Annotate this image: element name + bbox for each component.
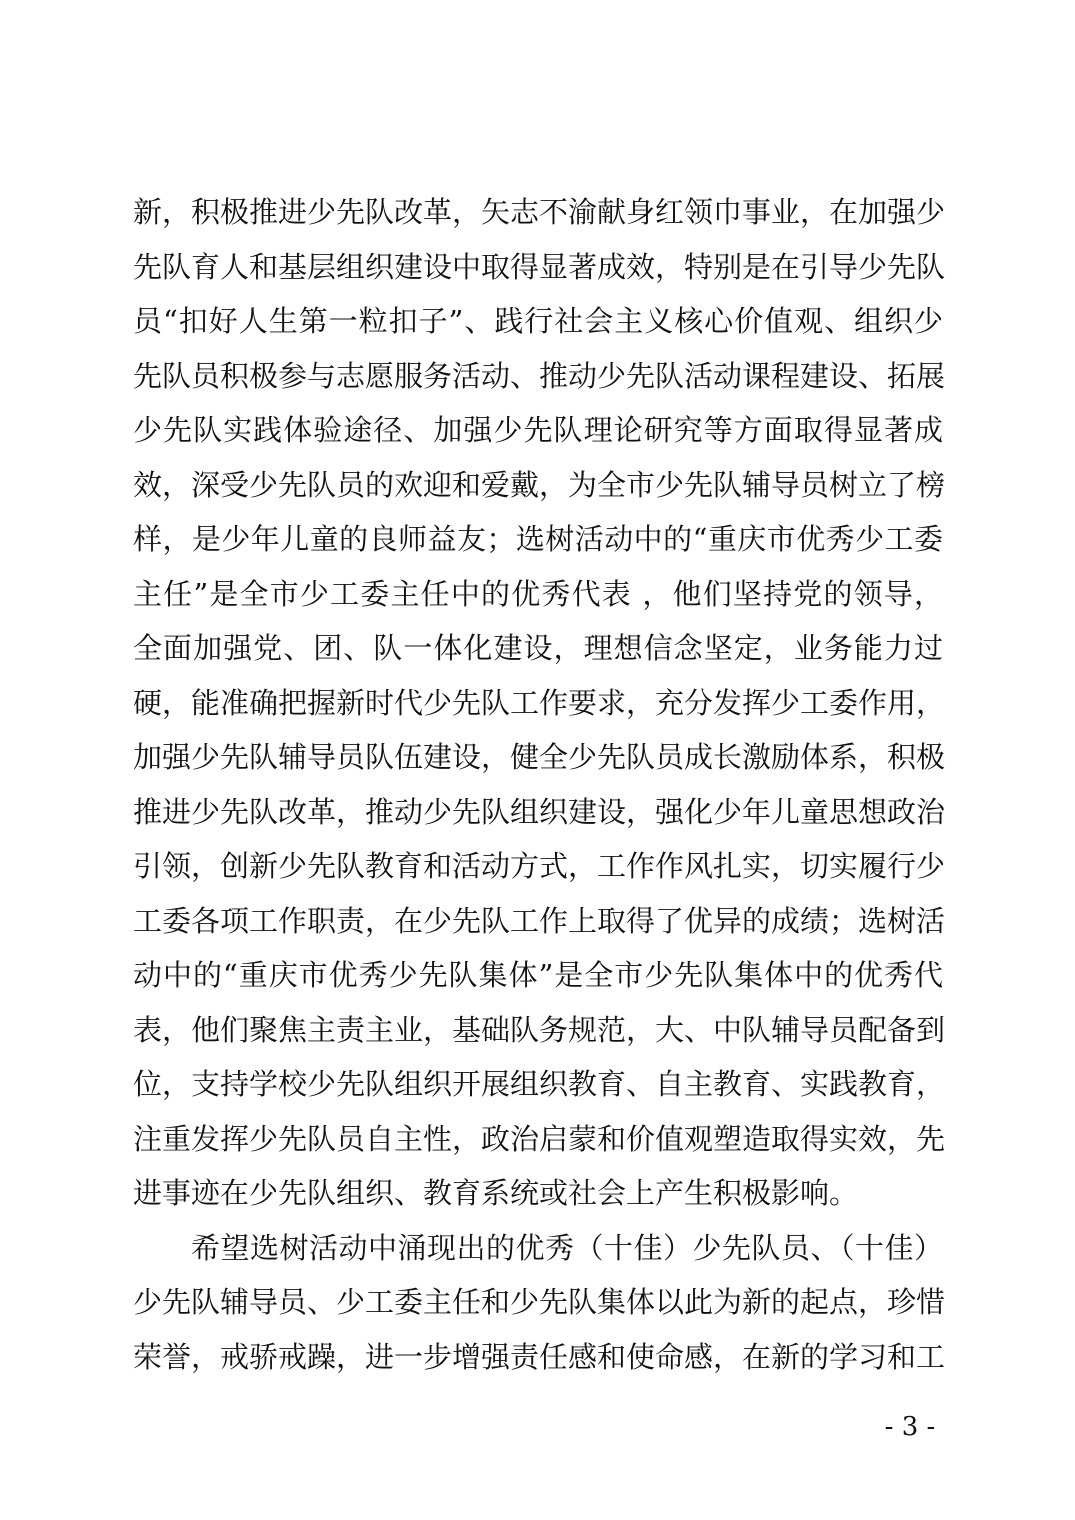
- paragraph-start-line: 希望选树活动中涌现出的优秀（十佳）少先队员、（十佳）: [191, 1230, 943, 1265]
- paragraph-end-line: 进事迹在少先队组织、教育系统或社会上产生积极影响。: [133, 1176, 859, 1210]
- text-line: 表，他们聚焦主责主业，基础队务规范，大、中队辅导员配备到: [133, 1012, 946, 1047]
- text-line: 荣誉，戒骄戒躁，进一步增强责任感和使命感，在新的学习和工: [133, 1339, 946, 1374]
- text-line: 新，积极推进少先队改革，矢志不渝献身红领巾事业，在加强少: [133, 195, 946, 229]
- text-line: 先队员积极参与志愿服务活动、推动少先队活动课程建设、拓展: [133, 358, 946, 393]
- text-line: 主任”是全市少工委主任中的优秀代表 ，他们坚持党的领导，: [133, 576, 943, 611]
- text-line: 注重发挥少先队员自主性，政治启蒙和价值观塑造取得实效，先: [133, 1121, 946, 1156]
- page-number: - 3 -: [884, 1412, 936, 1442]
- text-line: 动中的“重庆市优秀少先队集体”是全市少先队集体中的优秀代: [133, 958, 943, 992]
- body-text: [133, 185, 946, 1384]
- text-line: 员“扣好人生第一粒扣子”、践行社会主义核心价值观、组织少: [133, 304, 943, 338]
- text-line: 引领，创新少先队教育和活动方式，工作作风扎实，切实履行少: [133, 849, 946, 883]
- text-line: 效，深受少先队员的欢迎和爱戴，为全市少先队辅导员树立了榜: [133, 467, 946, 502]
- text-line: 样，是少年儿童的良师益友；选树活动中的“重庆市优秀少工委: [133, 522, 943, 556]
- text-line: 硬，能准确把握新时代少先队工作要求，充分发挥少工委作用，: [133, 685, 946, 720]
- text-line: 工委各项工作职责，在少先队工作上取得了优异的成绩；选树活: [133, 903, 946, 938]
- text-line: 先队育人和基层组织建设中取得显著成效，特别是在引导少先队: [133, 249, 946, 284]
- text-line: 加强少先队辅导员队伍建设，健全少先队员成长激励体系，积极: [133, 740, 946, 774]
- text-line: 全面加强党、团、队一体化建设，理想信念坚定，业务能力过: [133, 631, 943, 665]
- text-line: 位，支持学校少先队组织开展组织教育、自主教育、实践教育，: [133, 1067, 946, 1101]
- text-line: 少先队辅导员、少工委主任和少先队集体以此为新的起点，珍惜: [133, 1285, 946, 1319]
- text-line: 少先队实践体验途径、加强少先队理论研究等方面取得显著成: [133, 413, 943, 447]
- text-line: 推进少先队改革，推动少先队组织建设，强化少年儿童思想政治: [133, 794, 946, 829]
